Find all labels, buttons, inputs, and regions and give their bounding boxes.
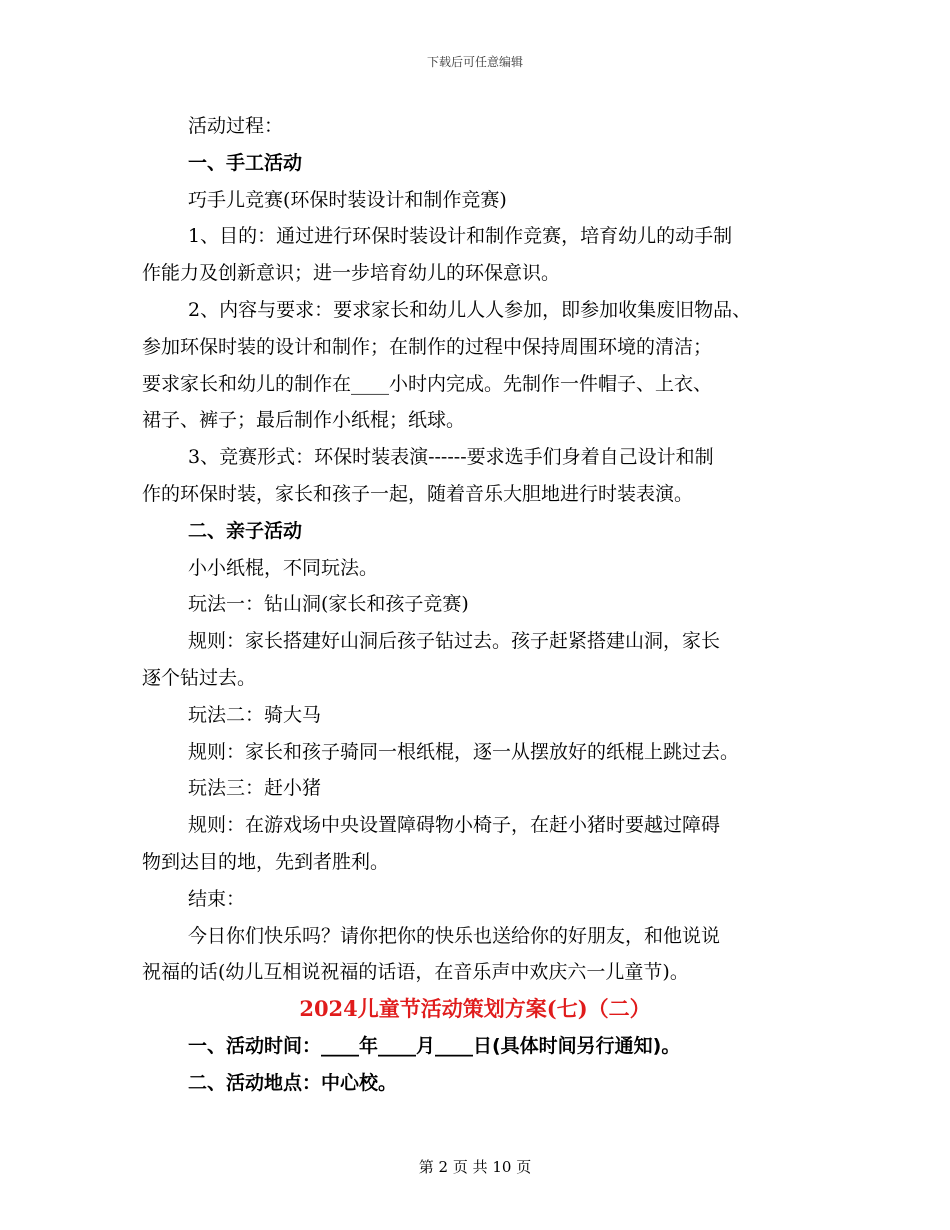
paragraph-block — [142, 108, 822, 991]
section-heading: 二、亲子活动 — [188, 519, 303, 542]
text-line: 祝福的话(幼儿互相说祝福的话语，在音乐声中欢庆六一儿童节)。 — [142, 961, 689, 984]
text-line: 作能力及创新意识；进一步培育幼儿的环保意识。 — [142, 262, 561, 285]
text-line: 今日你们快乐吗？请你把你的快乐也送给你的好朋友，和他说说 — [188, 924, 721, 947]
text-line: 活动过程： — [188, 115, 284, 137]
text-line: 小小纸棍，不同玩法。 — [188, 556, 379, 579]
text-line: 裙子、裤子；最后制作小纸棍；纸球。 — [142, 409, 466, 432]
text-line: 物到达目的地，先到者胜利。 — [142, 850, 390, 873]
text-line: 参加环保时装的设计和制作；在制作的过程中保持周围环境的清洁； — [142, 335, 713, 358]
text-line: 规则：家长和孩子骑同一根纸棍，逐一从摆放好的纸棍上跳过去。 — [188, 740, 740, 763]
text-line: 作的环保时装，家长和孩子一起，随着音乐大胆地进行时装表演。 — [142, 482, 694, 505]
text-line: 结束： — [188, 887, 246, 910]
text-line: 巧手儿竞赛(环保时装设计和制作竞赛) — [188, 188, 507, 211]
text-line: 逐个钻过去。 — [142, 666, 257, 689]
text-line: 1、目的：通过进行环保时装设计和制作竞赛，培育幼儿的动手制 — [188, 225, 733, 248]
text-line: 2、内容与要求：要求家长和幼儿人人参加，即参加收集废旧物品、 — [188, 298, 752, 321]
section-heading: 一、手工活动 — [188, 151, 303, 174]
section-heading: 二、活动地点：中心校。 — [188, 1071, 398, 1094]
text-line: 规则：家长搭建好山洞后孩子钻过去。孩子赶紧搭建山洞，家长 — [188, 630, 721, 653]
section-heading: 一、活动时间：____年____月____日(具体时间另行通知)。 — [188, 1034, 681, 1057]
page-footer: 第 2 页 共 10 页 — [418, 1158, 532, 1176]
text-line: 规则：在游戏场中央设置障碍物小椅子，在赶小猪时要越过障碍 — [188, 814, 721, 837]
text-line: 玩法三：赶小猪 — [188, 777, 322, 800]
text-line: 3、竞赛形式：环保时装表演------要求选手们身着自己设计和制 — [188, 446, 714, 469]
text-line: 玩法一：钻山洞(家长和孩子竞赛) — [188, 593, 469, 616]
paragraph-block-after-title — [142, 1028, 822, 1102]
page-header: 下载后可任意编辑 — [426, 55, 523, 69]
text-line: 要求家长和幼儿的制作在____小时内完成。先制作一件帽子、上衣、 — [142, 372, 713, 395]
section-title: 2024儿童节活动策划方案(七)（二） — [299, 996, 651, 1022]
document-body — [142, 108, 822, 1102]
text-line: 玩法二：骑大马 — [188, 703, 322, 726]
